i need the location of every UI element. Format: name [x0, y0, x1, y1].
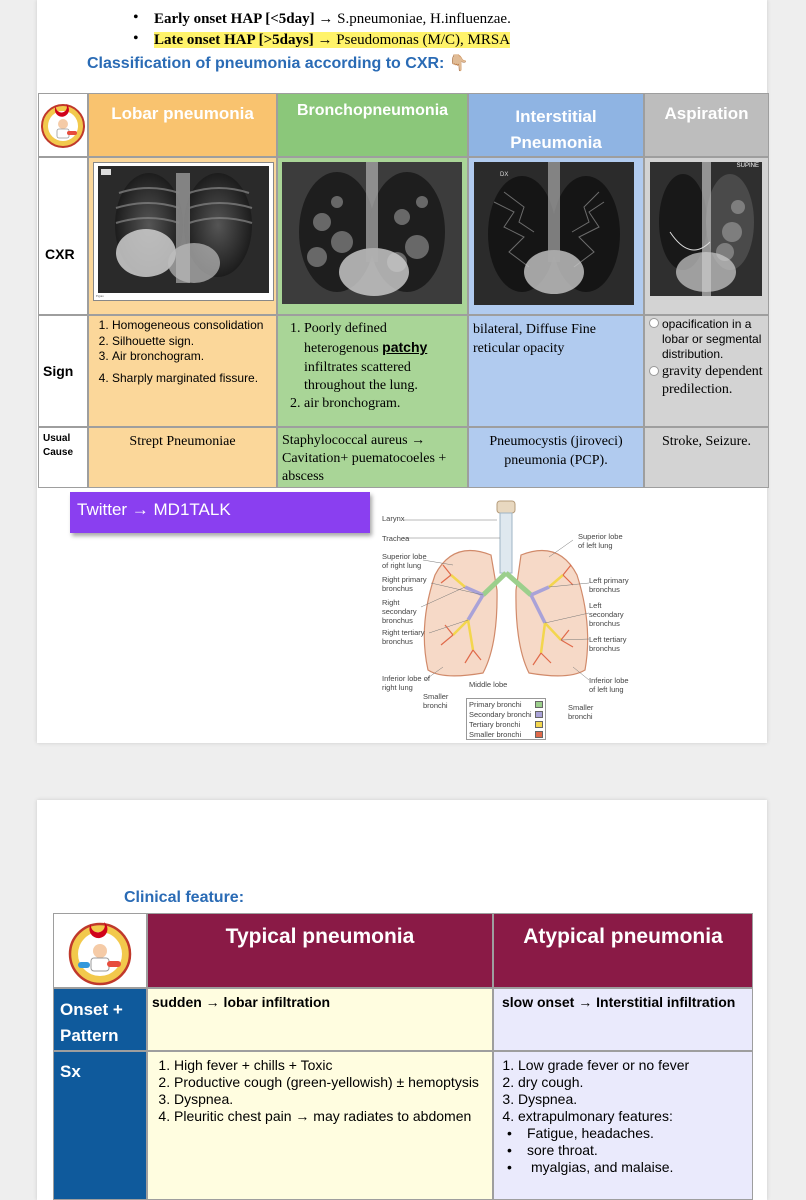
legend-label: Tertiary bronchi	[469, 720, 521, 729]
legend-swatch	[535, 721, 543, 728]
bullet-circle-icon	[649, 318, 659, 328]
legend-swatch	[535, 711, 543, 718]
xray-marker-label: DX	[500, 172, 509, 178]
sx-atypical-subtext: Fatigue, headaches.	[527, 1125, 654, 1141]
early-onset-text: → S.pneumoniae, H.influenzae.	[314, 11, 511, 27]
sign-cell-lobar	[88, 315, 277, 427]
label-larynx: Larynx	[382, 514, 405, 523]
label-middle-lobe: Middle lobe	[469, 680, 508, 689]
diagram-legend	[466, 698, 546, 740]
label-left-tertiary: Left tertiary bronchus	[589, 635, 627, 653]
sx-atypical-subitem	[507, 1159, 750, 1176]
label-left-primary: Left primary bronchus	[589, 576, 629, 594]
label-superior-left: Superior lobe of left lung	[578, 532, 623, 550]
label-smaller-bronchi-right: Smaller bronchi	[423, 692, 449, 710]
medical-logo-icon	[54, 914, 146, 987]
bullet-early-onset	[133, 9, 511, 28]
bullet-dot: •	[507, 1159, 512, 1175]
sx-atypical-item: 3. Dyspnea.	[518, 1091, 750, 1108]
sign-aspiration-text: opacification in a lobar or segmental distribution.	[662, 317, 762, 361]
header-interstitial: Interstitial Pneumonia	[468, 93, 644, 157]
logo-cell	[38, 93, 88, 157]
label-superior-right: Superior lobe of right lung	[382, 552, 427, 570]
row-label-sign: Sign	[38, 315, 88, 427]
label-trachea: Trachea	[382, 534, 410, 543]
sx-typical-cell	[147, 1051, 493, 1200]
bullet-late-onset	[133, 30, 511, 49]
late-onset-highlight	[154, 32, 510, 48]
sign-broncho-text: Poorly defined heterogenous	[304, 321, 387, 357]
sign-lobar-item: 1. Homogeneous consolidation	[112, 318, 274, 334]
bullet-circle-icon	[649, 366, 659, 376]
sign-broncho-item-2: 2. air bronchogram.	[304, 395, 463, 413]
xray-aspiration-image	[650, 162, 762, 296]
sx-atypical-subitem	[507, 1125, 750, 1142]
sx-atypical-item: 4. extrapulmonary features:	[518, 1108, 750, 1125]
label-right-tertiary: Right tertiary bronchus	[382, 628, 425, 646]
label-smaller-bronchi-left: Smaller bronchi	[568, 703, 594, 721]
header-broncho: Bronchopneumonia	[277, 93, 468, 157]
header-aspiration: Aspiration	[644, 93, 769, 157]
bullet-dot: •	[507, 1125, 512, 1141]
sign-lobar-item: 4. Sharply marginated fissure.	[112, 371, 274, 387]
sx-atypical-cell	[493, 1051, 753, 1200]
sign-broncho-text: infiltrates scattered throughout the lung.	[304, 359, 418, 393]
header-typical: Typical pneumonia	[147, 913, 493, 988]
sx-atypical-item: 2. dry cough.	[518, 1074, 750, 1091]
late-onset-text: → Pseudomonas (M/C), MRSA	[313, 32, 511, 48]
onset-atypical-cell: slow onset → Interstitial infiltration	[493, 988, 753, 1051]
sign-aspiration-item-2	[649, 363, 766, 399]
bullet-dot: •	[133, 30, 139, 47]
bullet-dot: •	[133, 9, 139, 26]
medical-logo-icon	[39, 94, 87, 156]
bullet-dot: •	[507, 1142, 512, 1158]
clinical-logo-cell	[53, 913, 147, 988]
row-label-onset: Onset + Pattern	[53, 988, 147, 1051]
sx-typical-item: 4. Pleuritic chest pain → may radiates to abdomen	[174, 1108, 490, 1125]
sx-atypical-subtext: myalgias, and malaise.	[531, 1159, 674, 1175]
legend-label: Secondary bronchi	[469, 710, 532, 719]
row-label-sx: Sx	[53, 1051, 147, 1200]
label-inferior-left: Inferior lobe of left lung	[589, 676, 629, 694]
label-right-secondary: Right secondary bronchus	[382, 598, 417, 625]
row-label-cxr: CXR	[38, 157, 88, 315]
cause-cell-lobar: Strept Pneumoniae	[88, 427, 277, 488]
sx-typical-item: 1. High fever + chills + Toxic	[174, 1057, 490, 1074]
legend-swatch	[535, 731, 543, 738]
xray-broncho-image	[282, 162, 462, 304]
cause-cell-broncho: Staphylococcal aureus → Cavitation+ puematocoeles + abscess	[277, 427, 468, 488]
cause-cell-interstitial: Pneumocystis (jiroveci) pneumonia (PCP).	[468, 427, 644, 488]
late-onset-label: Late onset HAP [>5days]	[154, 32, 314, 48]
legend-label: Primary bronchi	[469, 700, 522, 709]
row-label-cause: Usual Cause	[38, 427, 88, 488]
xray-supine-label: SUPINE	[736, 163, 759, 169]
header-lobar: Lobar pneumonia	[88, 93, 277, 157]
sign-cell-interstitial: bilateral, Diffuse Fine reticular opacity	[468, 315, 644, 427]
label-inferior-right: Inferior lobe of right lung	[382, 674, 430, 692]
sign-lobar-item: 3. Air bronchogram.	[112, 349, 274, 365]
xray-lobar-image	[93, 162, 274, 301]
label-left-secondary: Left secondary bronchus	[589, 601, 624, 628]
sx-typical-item: 2. Productive cough (green-yellowish) ± hemoptysis	[174, 1074, 490, 1091]
sign-broncho-patchy: patchy	[382, 339, 428, 356]
sign-aspiration-item-1	[649, 317, 766, 362]
sx-atypical-item: 1. Low grade fever or no fever	[518, 1057, 750, 1074]
bronchial-tree-diagram	[373, 495, 633, 743]
sign-broncho-item-1	[304, 320, 463, 395]
sign-cell-aspiration	[644, 315, 769, 427]
twitter-banner[interactable]: Twitter → MD1TALK	[70, 492, 370, 533]
legend-label: Smaller bronchi	[469, 730, 522, 739]
sx-typical-item: 3. Dyspnea.	[174, 1091, 490, 1108]
sign-aspiration-text: gravity dependent predilection.	[662, 364, 763, 397]
sign-cell-broncho	[277, 315, 468, 427]
onset-typical-cell: sudden → lobar infiltration	[147, 988, 493, 1051]
sx-atypical-subtext: sore throat.	[527, 1142, 598, 1158]
early-onset-label: Early onset HAP [<5day]	[154, 11, 315, 27]
clinical-feature-title: Clinical feature:	[124, 889, 245, 906]
xray-interstitial-image	[474, 162, 634, 305]
sign-lobar-item: 2. Silhouette sign.	[112, 334, 274, 350]
classification-title: Classification of pneumonia according to CXR: 👇🏼	[87, 55, 469, 72]
header-atypical: Atypical pneumonia	[493, 913, 753, 988]
svg-text:Figure: Figure	[96, 294, 104, 298]
sx-atypical-subitem	[507, 1142, 750, 1159]
cause-cell-aspiration: Stroke, Seizure.	[644, 427, 769, 488]
legend-swatch	[535, 701, 543, 708]
label-right-primary: Right primary bronchus	[382, 575, 427, 593]
